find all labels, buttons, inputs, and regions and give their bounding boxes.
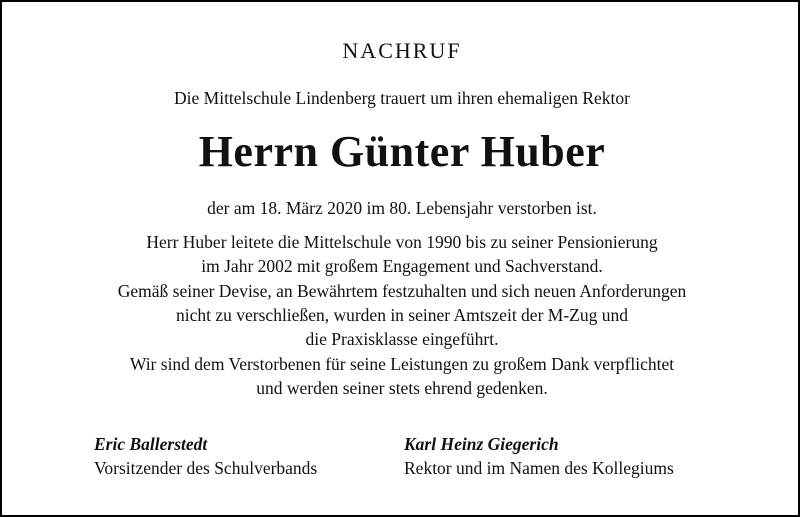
signatory-name: Karl Heinz Giegerich [404, 434, 559, 454]
paragraph-achievements [2, 279, 800, 351]
paragraph-death-date [2, 196, 800, 220]
text-line: nicht zu verschließen, wurden in seiner Amtszeit der M-Zug und [176, 305, 628, 325]
text-line: der am 18. März 2020 im 80. Lebensjahr verstorben ist. [207, 198, 597, 218]
notice-heading: NACHRUF [342, 38, 462, 63]
text-line: Wir sind dem Verstorbenen für seine Leistungen zu großem Dank verpflichtet [129, 354, 675, 374]
signatory-role: Rektor und im Namen des Kollegiums [404, 458, 674, 478]
text-line: Gemäß seiner Devise, an Bewährtem festzuhalten und sich neuen Anforderungen [117, 281, 687, 301]
paragraph-career [2, 230, 800, 278]
signatory-name: Eric Ballerstedt [94, 434, 208, 454]
deceased-name: Herrn Günter Huber [198, 127, 606, 176]
text-line: und werden seiner stets ehrend gedenken. [256, 378, 548, 398]
signature-right [404, 432, 674, 480]
signatory-role: Vorsitzender des Schulverbands [94, 458, 318, 478]
text-line: im Jahr 2002 mit großem Engagement und Sachverstand. [201, 256, 603, 276]
notice-subtitle: Die Mittelschule Lindenberg trauert um ihren ehemaligen Rektor [174, 88, 630, 108]
signature-left [94, 432, 317, 480]
text-line: die Praxisklasse eingeführt. [305, 329, 499, 349]
text-line: Herr Huber leitete die Mittelschule von 1990 bis zu seiner Pensionierung [146, 232, 658, 252]
paragraph-gratitude [2, 352, 800, 400]
